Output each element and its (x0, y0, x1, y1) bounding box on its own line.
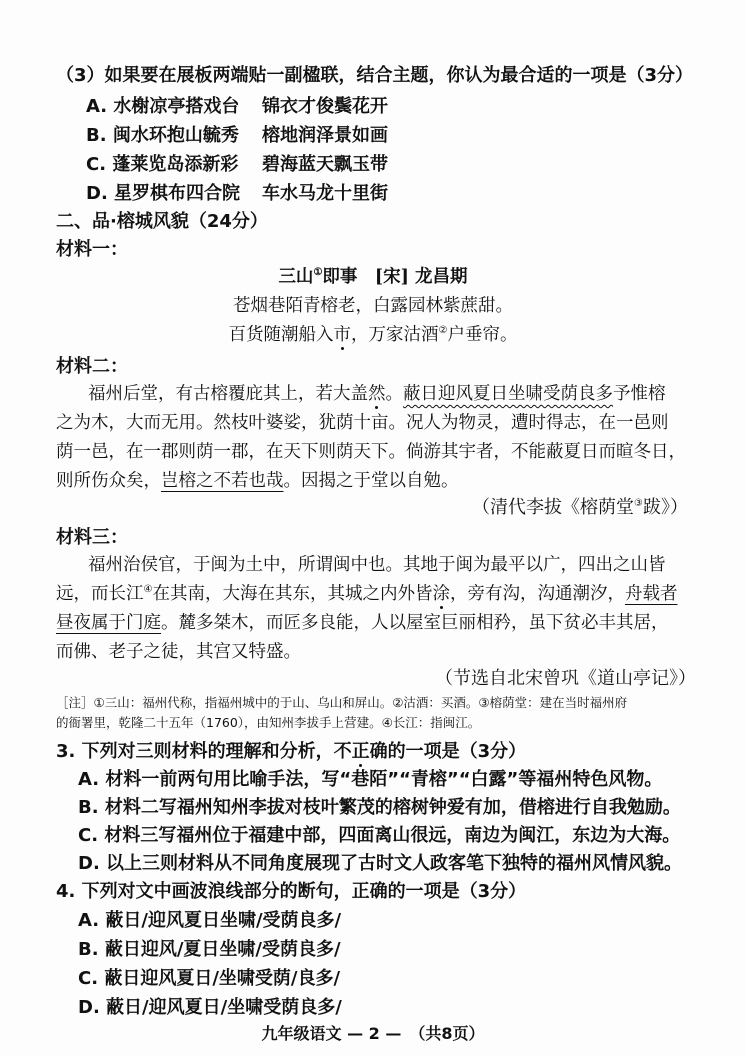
poem-line-2 (0, 323, 746, 347)
material-3-line-3 (56, 611, 669, 635)
question-4-option-c: C. 蔽日迎风夏日/坐啸受荫/良多/ (78, 968, 341, 989)
question-3-option-b: B. 材料二写福州知州李拔对枝叶繁茂的榕树钟爱有加，借榕进行自我勉励。 (78, 797, 681, 818)
question-3-stem (56, 740, 526, 764)
material-3-line-2 (56, 582, 677, 606)
q3-option-d-left: D. 星罗棋布四合院 (86, 183, 241, 204)
underlined-text: 昼夜属于门庭 (56, 613, 161, 633)
poem-title (0, 265, 746, 289)
material-3-source: （节选自北宋曾巩《道山亭记》） (435, 668, 696, 689)
source-text: 跋》） (643, 497, 688, 518)
poem-title-name: 三山 (278, 267, 314, 287)
note-marker: ① (313, 267, 323, 279)
material-1-label: 材料一： (56, 239, 128, 260)
poem-line-1: 苍烟巷陌青榕老，白露园林紫蔗甜。 (233, 296, 513, 316)
wavy-underlined-text: 蔽日迎风夏日坐啸受荫良多 (403, 384, 613, 404)
stem-text: 3. 下列对三则材料的理解和分析， (56, 741, 334, 762)
material-3-label: 材料三： (56, 527, 128, 548)
dotted-word: 然 (368, 384, 386, 404)
note-marker: ② (438, 325, 448, 337)
q3-option-a (86, 95, 506, 119)
material-3-line-1: 福州治侯官，于闽为土中，所谓闽中也。其地于闽为最平以广，四出之山皆 (88, 555, 666, 575)
section-title: 二、品·榕城风貌（24分） (56, 211, 268, 232)
m3-text: 。麓多桀木，而匠多良能，人以屋室巨丽相矜，虽下贫必丰其居， (161, 613, 669, 633)
dotted-word: 涂 (432, 584, 450, 604)
material-2-line-1 (88, 382, 666, 406)
question-4-option-b: B. 蔽日迎风/夏日坐啸/受荫良多/ (78, 939, 341, 960)
material-2-label: 材料二： (56, 356, 128, 377)
m2-text: 予惟榕 (613, 384, 666, 404)
material-3-line-4: 而佛、老子之徒，其宫又特盛。 (56, 642, 301, 662)
question-3-option-a: A. 材料一前两句用比喻手法，写“巷陌”“青榕”“白露”等福州特色风物。 (78, 769, 663, 790)
question-4-stem: 4. 下列对文中画波浪线部分的断句，正确的一项是（3分） (56, 881, 527, 902)
m2-text: 则所伤众矣， (56, 471, 161, 491)
m3-text: 远，而长江 (56, 584, 144, 604)
q3-stem: （3）如果要在展板两端贴一副楹联，结合主题，你认为最合适的一项是（3分） (56, 65, 694, 86)
page-footer: 九年级语文 — 2 — （共8页） (261, 1024, 485, 1043)
q3-option-c-right: 碧海蓝天飘玉带 (262, 154, 388, 175)
m2-text: 福州后堂，有古榕覆庇其上，若大盖 (88, 384, 368, 404)
poem-line-2-b: ，万家沽酒 (351, 325, 439, 345)
q3-option-c-left: C. 蓬莱览岛添新彩 (86, 154, 239, 175)
source-text: （清代李拔《榕荫堂 (472, 497, 635, 518)
question-3-option-c: C. 材料三写福州位于福建中部，四面离山很远，南边为闽江，东边为大海。 (78, 825, 681, 846)
stem-text: 的一项是（3分） (387, 741, 527, 762)
question-4-option-d: D. 蔽日/迎风夏日/坐啸受荫良多/ (78, 997, 342, 1018)
m3-text: 在其南，大海在其东，其城之内外皆 (152, 584, 433, 604)
material-2-line-3: 荫一邑，在一郡则荫一郡，在天下则荫天下。倘游其宇者，不能蔽夏日而暄冬日， (56, 442, 686, 462)
annotation-line-1: ［注］①三山：福州代称，指福州城中的于山、乌山和屏山。②沽酒：买酒。③榕荫堂：建在当时福州府 (56, 695, 628, 710)
m2-text: 。 (385, 384, 403, 404)
poem-line-2-a: 百货随潮船入 (228, 325, 334, 345)
m2-text: 。因揭之于堂以自勉。 (283, 471, 459, 491)
note-marker: ③ (634, 498, 643, 509)
q3-option-b (86, 124, 506, 148)
dotted-word: 不正确 (333, 741, 388, 762)
q3-option-b-right: 榕地润泽景如画 (262, 125, 388, 146)
question-3-option-d: D. 以上三则材料从不同角度展现了古时文人政客笔下独特的福州风情风貌。 (78, 853, 683, 874)
question-4-option-a: A. 蔽日/迎风夏日坐啸/受荫良多/ (78, 910, 342, 931)
q3-option-a-right: 锦衣才俊鬓花开 (262, 96, 388, 117)
q3-option-a-left: A. 水榭凉亭搭戏台 (86, 96, 240, 117)
note-marker: ④ (143, 584, 153, 596)
material-2-source (472, 496, 688, 520)
m3-text: ，旁有沟，沟通潮汐， (449, 584, 625, 604)
q3-option-d-right: 车水马龙十里街 (262, 183, 388, 204)
q3-option-c (86, 153, 506, 177)
poem-line-2-c: 户垂帘。 (447, 325, 518, 345)
material-2-line-4 (56, 469, 459, 493)
q3-option-b-left: B. 闽水环抱山毓秀 (86, 125, 239, 146)
material-2-line-2: 之为木，大而无用。然枝叶婆娑，犹荫十亩。况人为物灵，遭时得志，在一邑则 (56, 413, 669, 433)
annotation-line-2: 的衙署里，乾隆二十五年（1760），由知州李拔手上营建。④长江：指闽江。 (56, 715, 481, 730)
poem-author: 即事 [宋] 龙昌期 (322, 267, 468, 287)
underlined-text: 岂榕之不若也哉 (161, 471, 284, 491)
underlined-text: 舟载者 (624, 584, 678, 604)
dotted-word: 市 (333, 325, 352, 345)
q3-option-d (86, 182, 506, 206)
